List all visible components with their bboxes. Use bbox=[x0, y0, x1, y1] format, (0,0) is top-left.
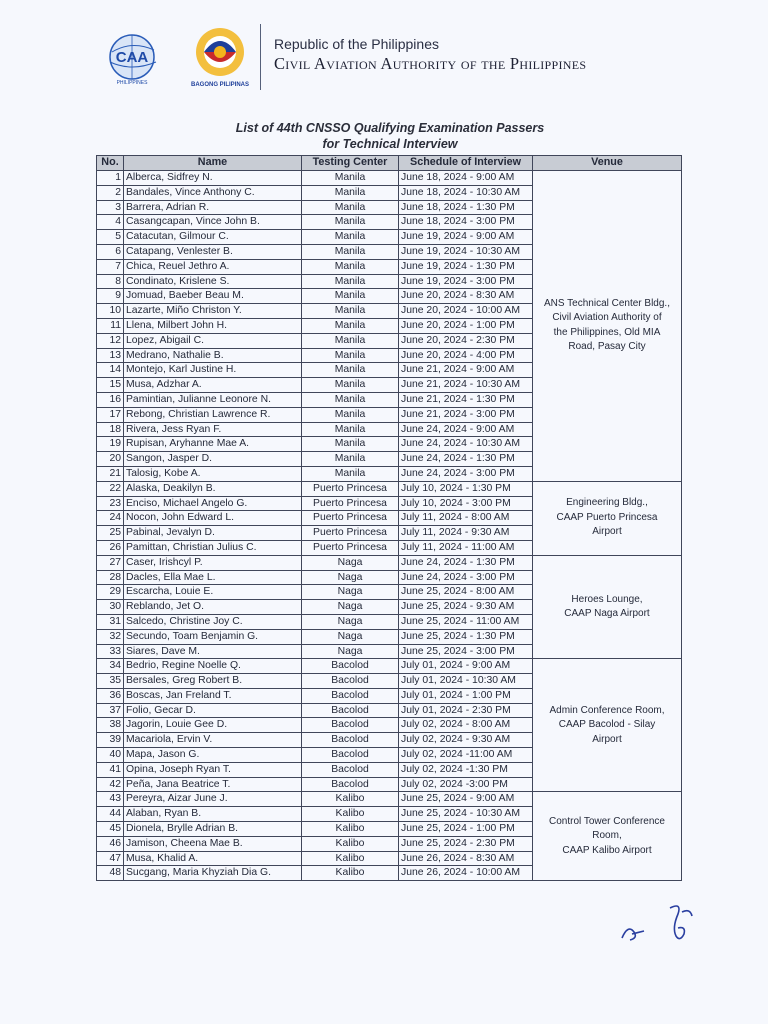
row-number: 39 bbox=[97, 733, 124, 748]
interview-schedule: July 02, 2024 - 8:00 AM bbox=[399, 718, 533, 733]
interview-schedule: June 24, 2024 - 3:00 PM bbox=[399, 466, 533, 481]
interview-schedule: June 24, 2024 - 1:30 PM bbox=[399, 452, 533, 467]
passer-name: Montejo, Karl Justine H. bbox=[124, 363, 302, 378]
letterhead bbox=[96, 22, 696, 92]
header-venue: Venue bbox=[533, 156, 682, 171]
passer-name: Medrano, Nathalie B. bbox=[124, 348, 302, 363]
testing-center: Kalibo bbox=[302, 851, 399, 866]
interview-schedule: June 21, 2024 - 9:00 AM bbox=[399, 363, 533, 378]
passer-name: Catapang, Venlester B. bbox=[124, 244, 302, 259]
interview-schedule: June 19, 2024 - 10:30 AM bbox=[399, 244, 533, 259]
passer-name: Sangon, Jasper D. bbox=[124, 452, 302, 467]
passer-name: Pabinal, Jevalyn D. bbox=[124, 526, 302, 541]
table-row bbox=[97, 481, 682, 496]
testing-center: Puerto Princesa bbox=[302, 540, 399, 555]
row-number: 8 bbox=[97, 274, 124, 289]
row-number: 31 bbox=[97, 614, 124, 629]
testing-center: Manila bbox=[302, 348, 399, 363]
row-number: 1 bbox=[97, 171, 124, 186]
interview-schedule: July 02, 2024 -11:00 AM bbox=[399, 748, 533, 763]
testing-center: Manila bbox=[302, 437, 399, 452]
interview-schedule: June 21, 2024 - 1:30 PM bbox=[399, 392, 533, 407]
header-no: No. bbox=[97, 156, 124, 171]
testing-center: Kalibo bbox=[302, 807, 399, 822]
testing-center: Puerto Princesa bbox=[302, 481, 399, 496]
passer-name: Condinato, Krislene S. bbox=[124, 274, 302, 289]
row-number: 40 bbox=[97, 748, 124, 763]
venue-cell bbox=[533, 792, 682, 881]
testing-center: Bacolod bbox=[302, 733, 399, 748]
interview-schedule: June 21, 2024 - 10:30 AM bbox=[399, 378, 533, 393]
testing-center: Manila bbox=[302, 230, 399, 245]
agency-name: Civil Aviation Authority of the Philippines bbox=[274, 54, 587, 73]
header-schedule: Schedule of Interview bbox=[399, 156, 533, 171]
passer-name: Musa, Khalid A. bbox=[124, 851, 302, 866]
interview-schedule: June 18, 2024 - 10:30 AM bbox=[399, 185, 533, 200]
interview-schedule: July 11, 2024 - 9:30 AM bbox=[399, 526, 533, 541]
interview-schedule: June 20, 2024 - 2:30 PM bbox=[399, 333, 533, 348]
republic-line: Republic of the Philippines bbox=[274, 36, 439, 52]
testing-center: Kalibo bbox=[302, 836, 399, 851]
testing-center: Manila bbox=[302, 318, 399, 333]
venue-cell bbox=[533, 659, 682, 792]
testing-center: Naga bbox=[302, 555, 399, 570]
interview-schedule: June 18, 2024 - 3:00 PM bbox=[399, 215, 533, 230]
interview-schedule: June 24, 2024 - 10:30 AM bbox=[399, 437, 533, 452]
row-number: 29 bbox=[97, 585, 124, 600]
interview-schedule: July 02, 2024 -3:00 PM bbox=[399, 777, 533, 792]
row-number: 38 bbox=[97, 718, 124, 733]
venue-line: Admin Conference Room, bbox=[549, 704, 665, 716]
interview-schedule: June 21, 2024 - 3:00 PM bbox=[399, 407, 533, 422]
passer-name: Alaban, Ryan B. bbox=[124, 807, 302, 822]
interview-schedule: June 25, 2024 - 9:30 AM bbox=[399, 600, 533, 615]
interview-schedule: June 19, 2024 - 1:30 PM bbox=[399, 259, 533, 274]
venue-line: CAAP Puerto Princesa bbox=[556, 511, 658, 523]
row-number: 9 bbox=[97, 289, 124, 304]
interview-schedule: June 20, 2024 - 1:00 PM bbox=[399, 318, 533, 333]
interview-schedule: July 01, 2024 - 2:30 PM bbox=[399, 703, 533, 718]
passer-name: Rivera, Jess Ryan F. bbox=[124, 422, 302, 437]
table-row bbox=[97, 792, 682, 807]
row-number: 11 bbox=[97, 318, 124, 333]
interview-schedule: June 20, 2024 - 8:30 AM bbox=[399, 289, 533, 304]
table-header-row bbox=[97, 156, 682, 171]
row-number: 10 bbox=[97, 304, 124, 319]
passer-name: Musa, Adzhar A. bbox=[124, 378, 302, 393]
venue-cell bbox=[533, 481, 682, 555]
passer-name: Casangcapan, Vince John B. bbox=[124, 215, 302, 230]
testing-center: Manila bbox=[302, 185, 399, 200]
interview-schedule: June 19, 2024 - 9:00 AM bbox=[399, 230, 533, 245]
interview-schedule: July 01, 2024 - 9:00 AM bbox=[399, 659, 533, 674]
testing-center: Bacolod bbox=[302, 748, 399, 763]
passer-name: Rebong, Christian Lawrence R. bbox=[124, 407, 302, 422]
testing-center: Manila bbox=[302, 289, 399, 304]
testing-center: Manila bbox=[302, 259, 399, 274]
passer-name: Reblando, Jet O. bbox=[124, 600, 302, 615]
venue-line: Control Tower Conference bbox=[549, 815, 665, 827]
testing-center: Manila bbox=[302, 392, 399, 407]
row-number: 48 bbox=[97, 866, 124, 881]
handwritten-initials bbox=[612, 898, 702, 948]
testing-center: Manila bbox=[302, 171, 399, 186]
testing-center: Bacolod bbox=[302, 762, 399, 777]
testing-center: Manila bbox=[302, 363, 399, 378]
table-row bbox=[97, 555, 682, 570]
interview-schedule: June 25, 2024 - 1:00 PM bbox=[399, 822, 533, 837]
passer-name: Bandales, Vince Anthony C. bbox=[124, 185, 302, 200]
row-number: 20 bbox=[97, 452, 124, 467]
passer-name: Macariola, Ervin V. bbox=[124, 733, 302, 748]
testing-center: Manila bbox=[302, 304, 399, 319]
table-row bbox=[97, 659, 682, 674]
passer-name: Pamintian, Julianne Leonore N. bbox=[124, 392, 302, 407]
testing-center: Bacolod bbox=[302, 688, 399, 703]
testing-center: Puerto Princesa bbox=[302, 511, 399, 526]
header-name: Name bbox=[124, 156, 302, 171]
passer-name: Jomuad, Baeber Beau M. bbox=[124, 289, 302, 304]
testing-center: Manila bbox=[302, 378, 399, 393]
testing-center: Manila bbox=[302, 452, 399, 467]
passer-name: Opina, Joseph Ryan T. bbox=[124, 762, 302, 777]
venue-line: CAAP Naga Airport bbox=[564, 608, 650, 619]
venue-line: the Philippines, Old MIA bbox=[553, 326, 661, 338]
row-number: 41 bbox=[97, 762, 124, 777]
testing-center: Kalibo bbox=[302, 866, 399, 881]
interview-schedule: July 01, 2024 - 10:30 AM bbox=[399, 674, 533, 689]
interview-schedule: June 25, 2024 - 10:30 AM bbox=[399, 807, 533, 822]
interview-schedule: July 01, 2024 - 1:00 PM bbox=[399, 688, 533, 703]
venue-line: ANS Technical Center Bldg., bbox=[544, 297, 670, 309]
row-number: 45 bbox=[97, 822, 124, 837]
passer-name: Pereyra, Aizar June J. bbox=[124, 792, 302, 807]
passer-name: Bedrio, Regine Noelle Q. bbox=[124, 659, 302, 674]
row-number: 46 bbox=[97, 836, 124, 851]
row-number: 6 bbox=[97, 244, 124, 259]
venue-line: Room, bbox=[592, 830, 622, 842]
testing-center: Manila bbox=[302, 407, 399, 422]
row-number: 44 bbox=[97, 807, 124, 822]
venue-line: Airport bbox=[592, 733, 622, 745]
testing-center: Naga bbox=[302, 614, 399, 629]
row-number: 33 bbox=[97, 644, 124, 659]
testing-center: Manila bbox=[302, 274, 399, 289]
venue-line: Road, Pasay City bbox=[568, 341, 646, 353]
row-number: 2 bbox=[97, 185, 124, 200]
passer-name: Bersales, Greg Robert B. bbox=[124, 674, 302, 689]
passer-name: Sucgang, Maria Khyziah Dia G. bbox=[124, 866, 302, 881]
passers-table bbox=[96, 155, 682, 881]
row-number: 17 bbox=[97, 407, 124, 422]
row-number: 14 bbox=[97, 363, 124, 378]
interview-schedule: June 25, 2024 - 11:00 AM bbox=[399, 614, 533, 629]
passer-name: Boscas, Jan Freland T. bbox=[124, 688, 302, 703]
interview-schedule: June 18, 2024 - 1:30 PM bbox=[399, 200, 533, 215]
testing-center: Puerto Princesa bbox=[302, 526, 399, 541]
testing-center: Bacolod bbox=[302, 718, 399, 733]
document-title bbox=[100, 120, 680, 152]
passer-name: Lazarte, Miño Christon Y. bbox=[124, 304, 302, 319]
row-number: 27 bbox=[97, 555, 124, 570]
passer-name: Nocon, John Edward L. bbox=[124, 511, 302, 526]
testing-center: Naga bbox=[302, 644, 399, 659]
header-divider bbox=[260, 24, 261, 90]
testing-center: Bacolod bbox=[302, 777, 399, 792]
venue-cell bbox=[533, 555, 682, 659]
passer-name: Llena, Milbert John H. bbox=[124, 318, 302, 333]
venue-line: Airport bbox=[592, 526, 622, 538]
row-number: 42 bbox=[97, 777, 124, 792]
passer-name: Rupisan, Aryhanne Mae A. bbox=[124, 437, 302, 452]
row-number: 47 bbox=[97, 851, 124, 866]
passer-name: Secundo, Toam Benjamin G. bbox=[124, 629, 302, 644]
row-number: 36 bbox=[97, 688, 124, 703]
interview-schedule: July 10, 2024 - 3:00 PM bbox=[399, 496, 533, 511]
interview-schedule: June 26, 2024 - 10:00 AM bbox=[399, 866, 533, 881]
row-number: 26 bbox=[97, 540, 124, 555]
passer-name: Alberca, Sidfrey N. bbox=[124, 171, 302, 186]
passer-name: Pamittan, Christian Julius C. bbox=[124, 540, 302, 555]
row-number: 16 bbox=[97, 392, 124, 407]
passer-name: Jamison, Cheena Mae B. bbox=[124, 836, 302, 851]
passer-name: Escarcha, Louie E. bbox=[124, 585, 302, 600]
passer-name: Caser, Irishcyl P. bbox=[124, 555, 302, 570]
testing-center: Naga bbox=[302, 600, 399, 615]
interview-schedule: June 26, 2024 - 8:30 AM bbox=[399, 851, 533, 866]
row-number: 13 bbox=[97, 348, 124, 363]
row-number: 21 bbox=[97, 466, 124, 481]
row-number: 24 bbox=[97, 511, 124, 526]
testing-center: Manila bbox=[302, 244, 399, 259]
venue-line: CAAP Kalibo Airport bbox=[562, 844, 652, 856]
interview-schedule: June 25, 2024 - 3:00 PM bbox=[399, 644, 533, 659]
interview-schedule: July 11, 2024 - 11:00 AM bbox=[399, 540, 533, 555]
testing-center: Bacolod bbox=[302, 674, 399, 689]
interview-schedule: June 18, 2024 - 9:00 AM bbox=[399, 171, 533, 186]
bagong-pilipinas-logo bbox=[184, 24, 256, 90]
interview-schedule: July 11, 2024 - 8:00 AM bbox=[399, 511, 533, 526]
interview-schedule: June 20, 2024 - 10:00 AM bbox=[399, 304, 533, 319]
passer-name: Folio, Gecar D. bbox=[124, 703, 302, 718]
venue-line: CAAP Bacolod - Silay bbox=[558, 719, 656, 731]
passer-name: Dacles, Ella Mae L. bbox=[124, 570, 302, 585]
interview-schedule: June 24, 2024 - 1:30 PM bbox=[399, 555, 533, 570]
passer-name: Dionela, Brylle Adrian B. bbox=[124, 822, 302, 837]
title-line-2: for Technical Interview bbox=[322, 137, 458, 151]
row-number: 4 bbox=[97, 215, 124, 230]
testing-center: Puerto Princesa bbox=[302, 496, 399, 511]
interview-schedule: June 25, 2024 - 2:30 PM bbox=[399, 836, 533, 851]
row-number: 12 bbox=[97, 333, 124, 348]
caa-logo bbox=[96, 32, 170, 86]
testing-center: Naga bbox=[302, 570, 399, 585]
row-number: 7 bbox=[97, 259, 124, 274]
interview-schedule: June 20, 2024 - 4:00 PM bbox=[399, 348, 533, 363]
svg-text:PHILIPPINES: PHILIPPINES bbox=[116, 80, 148, 86]
passer-name: Talosig, Kobe A. bbox=[124, 466, 302, 481]
interview-schedule: July 10, 2024 - 1:30 PM bbox=[399, 481, 533, 496]
row-number: 22 bbox=[97, 481, 124, 496]
row-number: 32 bbox=[97, 629, 124, 644]
testing-center: Bacolod bbox=[302, 659, 399, 674]
row-number: 34 bbox=[97, 659, 124, 674]
row-number: 35 bbox=[97, 674, 124, 689]
passer-name: Chica, Reuel Jethro A. bbox=[124, 259, 302, 274]
passer-name: Enciso, Michael Angelo G. bbox=[124, 496, 302, 511]
bagong-pilipinas-text: BAGONG PILIPINAS bbox=[190, 82, 250, 88]
testing-center: Bacolod bbox=[302, 703, 399, 718]
title-line-1: List of 44th CNSSO Qualifying Examination Passers bbox=[235, 121, 545, 135]
interview-schedule: July 02, 2024 - 9:30 AM bbox=[399, 733, 533, 748]
caa-logo-text: CAA bbox=[115, 49, 149, 66]
testing-center: Manila bbox=[302, 422, 399, 437]
row-number: 18 bbox=[97, 422, 124, 437]
venue-line: Heroes Lounge, bbox=[571, 593, 643, 605]
testing-center: Kalibo bbox=[302, 822, 399, 837]
venue-line: Civil Aviation Authority of bbox=[552, 312, 662, 324]
testing-center: Manila bbox=[302, 215, 399, 230]
passer-name: Barrera, Adrian R. bbox=[124, 200, 302, 215]
passer-name: Jagorin, Louie Gee D. bbox=[124, 718, 302, 733]
interview-schedule: June 25, 2024 - 9:00 AM bbox=[399, 792, 533, 807]
testing-center: Naga bbox=[302, 585, 399, 600]
row-number: 5 bbox=[97, 230, 124, 245]
passer-name: Mapa, Jason G. bbox=[124, 748, 302, 763]
passer-name: Salcedo, Christine Joy C. bbox=[124, 614, 302, 629]
row-number: 25 bbox=[97, 526, 124, 541]
testing-center: Manila bbox=[302, 466, 399, 481]
interview-schedule: July 02, 2024 -1:30 PM bbox=[399, 762, 533, 777]
passer-name: Catacutan, Gilmour C. bbox=[124, 230, 302, 245]
row-number: 3 bbox=[97, 200, 124, 215]
testing-center: Naga bbox=[302, 629, 399, 644]
testing-center: Manila bbox=[302, 333, 399, 348]
venue-line: Engineering Bldg., bbox=[566, 497, 648, 509]
venue-cell bbox=[533, 171, 682, 482]
row-number: 28 bbox=[97, 570, 124, 585]
row-number: 37 bbox=[97, 703, 124, 718]
passer-name: Alaska, Deakilyn B. bbox=[124, 481, 302, 496]
row-number: 23 bbox=[97, 496, 124, 511]
table-row bbox=[97, 171, 682, 186]
passer-name: Siares, Dave M. bbox=[124, 644, 302, 659]
row-number: 19 bbox=[97, 437, 124, 452]
row-number: 43 bbox=[97, 792, 124, 807]
interview-schedule: June 24, 2024 - 9:00 AM bbox=[399, 422, 533, 437]
passer-name: Lopez, Abigail C. bbox=[124, 333, 302, 348]
interview-schedule: June 24, 2024 - 3:00 PM bbox=[399, 570, 533, 585]
testing-center: Kalibo bbox=[302, 792, 399, 807]
interview-schedule: June 19, 2024 - 3:00 PM bbox=[399, 274, 533, 289]
row-number: 30 bbox=[97, 600, 124, 615]
testing-center: Manila bbox=[302, 200, 399, 215]
passer-name: Peña, Jana Beatrice T. bbox=[124, 777, 302, 792]
interview-schedule: June 25, 2024 - 1:30 PM bbox=[399, 629, 533, 644]
row-number: 15 bbox=[97, 378, 124, 393]
header-testing-center: Testing Center bbox=[302, 156, 399, 171]
interview-schedule: June 25, 2024 - 8:00 AM bbox=[399, 585, 533, 600]
